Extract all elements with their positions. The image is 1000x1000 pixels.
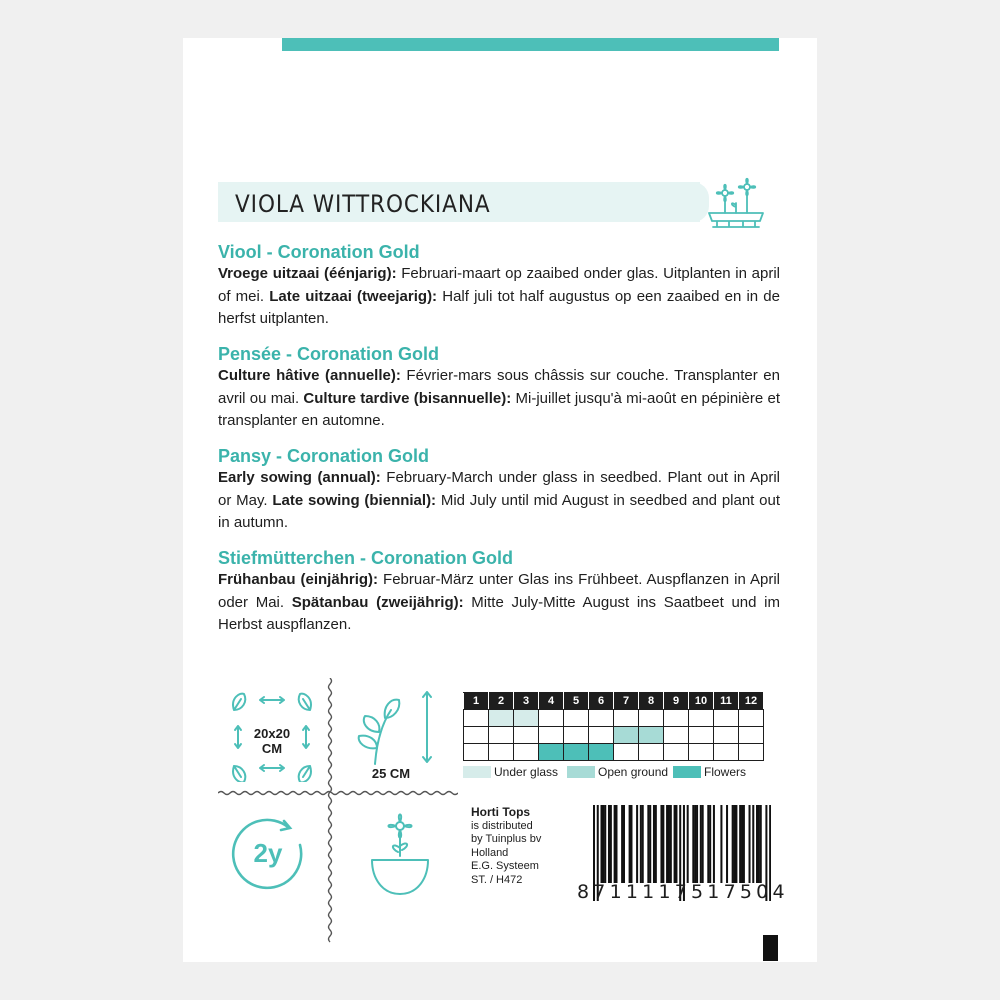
calendar-cell <box>614 727 639 744</box>
calendar-cell <box>639 710 664 727</box>
barcode-bar <box>720 805 722 883</box>
legend-label: Under glass <box>494 765 559 779</box>
section-body <box>218 263 780 331</box>
species-title: VIOLA WITTROCKIANA <box>235 190 491 218</box>
body-text: Mi-juillet jusqu'à mi-août en pépinière et transplanter en automne. <box>218 389 780 429</box>
barcode-bar <box>756 805 758 883</box>
bold-term: Spätanbau (zweijährig): <box>291 593 464 611</box>
month-2: 2 <box>489 693 514 710</box>
barcode-bar <box>760 805 762 883</box>
legend-under-glass <box>463 765 558 779</box>
section-body <box>218 467 780 535</box>
calendar-cell <box>739 710 764 727</box>
month-6: 6 <box>589 693 614 710</box>
calendar-cell <box>589 727 614 744</box>
barcode-bar <box>735 805 737 883</box>
calendar-cell <box>464 744 489 761</box>
distributor-line: is distributed <box>471 819 533 832</box>
distributor-line: Holland <box>471 846 509 859</box>
barcode-bar <box>670 805 672 883</box>
calendar-cell <box>539 727 564 744</box>
cycle-label: 2y <box>253 838 283 868</box>
calendar-cell <box>639 727 664 744</box>
legend-swatch <box>673 766 701 778</box>
month-12: 12 <box>739 693 764 710</box>
calendar-cell <box>639 744 664 761</box>
barcode-bar <box>668 805 670 883</box>
month-8: 8 <box>639 693 664 710</box>
calendar-cell <box>664 710 689 727</box>
calendar-cell <box>489 744 514 761</box>
barcode-bar <box>687 805 689 883</box>
barcode-number: 8711117517504 <box>577 881 789 903</box>
body-text: Mid July until mid August in seedbed and plant out in autumn. <box>218 491 780 531</box>
section-heading: Stiefmütterchen - Coronation Gold <box>218 548 513 568</box>
body-text: Mitte July-Mitte August ins Saatbeet und im Herbst auspflanzen. <box>218 593 781 633</box>
divider-vertical <box>325 678 335 944</box>
barcode-bar <box>610 805 612 883</box>
barcode-bar <box>741 805 743 883</box>
month-4: 4 <box>539 693 564 710</box>
calendar-cell <box>739 727 764 744</box>
barcode-bar <box>696 805 698 883</box>
calendar-cell <box>514 727 539 744</box>
section-heading: Viool - Coronation Gold <box>218 242 420 262</box>
calendar-cell <box>539 710 564 727</box>
calendar-cell <box>589 744 614 761</box>
calendar-cell <box>464 710 489 727</box>
calendar-cell <box>489 710 514 727</box>
distributor-info <box>471 806 541 887</box>
calendar-cell <box>564 744 589 761</box>
section-german <box>218 547 780 637</box>
barcode-bar <box>709 805 711 883</box>
barcode-bar <box>630 805 632 883</box>
barcode-bar <box>600 805 602 883</box>
body-text: Februar-März unter Glas ins Frühbeet. Auspflanzen in April oder Mai. <box>218 571 780 611</box>
calendar-cell <box>564 727 589 744</box>
height-label: 25 CM <box>371 766 411 781</box>
section-body <box>218 365 780 433</box>
month-7: 7 <box>614 693 639 710</box>
legend-open-ground <box>567 765 668 779</box>
seedling-tray-icon <box>703 171 769 231</box>
barcode-bar <box>734 805 736 883</box>
barcode-bar <box>642 805 644 883</box>
potted-flower-icon <box>366 806 434 898</box>
month-5: 5 <box>564 693 589 710</box>
body-text: Februari-maart op zaaibed onder glas. Uitplanten in april of mei. <box>218 265 780 305</box>
bold-term: Culture tardive (bisannuelle): <box>303 389 512 407</box>
month-11: 11 <box>714 693 739 710</box>
barcode-bar <box>640 805 642 883</box>
divider-horizontal <box>218 788 458 798</box>
calendar-cell <box>464 727 489 744</box>
bold-term: Frühanbau (einjährig): <box>218 571 379 588</box>
body-text: Half juli tot half augustus op een zaaibed en in de herfst uitplanten. <box>218 287 780 327</box>
legend-flowers <box>673 765 746 779</box>
barcode-bar <box>636 805 638 883</box>
barcode-bar <box>615 805 617 883</box>
section-english <box>218 445 780 535</box>
barcode-bar <box>675 805 677 883</box>
month-1: 1 <box>464 693 489 710</box>
barcode-bar <box>743 805 745 883</box>
barcode-bar <box>655 805 657 883</box>
calendar-cell <box>614 744 639 761</box>
calendar-cell <box>514 744 539 761</box>
spacing-unit: CM <box>261 741 283 756</box>
barcode-bar <box>649 805 651 883</box>
barcode-bar <box>608 805 610 883</box>
calendar-cell <box>714 710 739 727</box>
barcode-bar <box>662 805 664 883</box>
calendar-cell <box>689 744 714 761</box>
barcode-bar <box>666 805 668 883</box>
barcode-bar <box>621 805 623 883</box>
body-text: Février-mars sous châssis sur couche. Transplanter en avril ou mai. <box>218 367 780 407</box>
calendar-cell <box>739 744 764 761</box>
barcode-bar <box>629 805 631 883</box>
distributor-line: ST. / H472 <box>471 873 523 886</box>
bold-term: Early sowing (annual): <box>218 469 381 486</box>
barcode-bar <box>614 805 616 883</box>
calendar-cell <box>589 710 614 727</box>
barcode-bar <box>602 805 604 883</box>
month-3: 3 <box>514 693 539 710</box>
barcode-bar <box>732 805 734 883</box>
calendar-row-under-glass <box>464 710 764 727</box>
plant-height-icon <box>355 688 445 768</box>
barcode-bar <box>702 805 704 883</box>
barcode-bar <box>647 805 649 883</box>
calendar-cell <box>714 727 739 744</box>
section-french <box>218 343 780 433</box>
calendar-cell <box>514 710 539 727</box>
calendar-cell <box>564 710 589 727</box>
barcode-bar <box>749 805 751 883</box>
distributor-line: E.G. Systeem <box>471 860 539 872</box>
section-heading: Pansy - Coronation Gold <box>218 446 430 466</box>
barcode-bar <box>726 805 728 883</box>
black-tag-mark <box>763 935 778 961</box>
legend-label: Open ground <box>598 765 669 779</box>
bold-term: Late sowing (biennial): <box>272 491 437 509</box>
barcode-bar <box>623 805 625 883</box>
top-accent-bar <box>282 38 779 51</box>
calendar-cell <box>614 710 639 727</box>
barcode-bar <box>707 805 709 883</box>
section-dutch <box>218 241 780 331</box>
seed-packet-back <box>183 38 817 962</box>
legend-swatch <box>463 766 491 778</box>
calendar-cell <box>489 727 514 744</box>
spacing-value: 20x20 <box>253 726 291 741</box>
month-9: 9 <box>664 693 689 710</box>
section-body <box>218 569 780 637</box>
calendar-cell <box>664 744 689 761</box>
barcode-bar <box>674 805 676 883</box>
barcode-bar <box>758 805 760 883</box>
section-heading: Pensée - Coronation Gold <box>218 344 440 364</box>
calendar-cell <box>689 727 714 744</box>
calendar-months-row <box>464 693 764 710</box>
calendar-row-flowers <box>464 744 764 761</box>
calendar-row-open-ground <box>464 727 764 744</box>
barcode-bar <box>700 805 702 883</box>
bold-term: Late uitzaai (tweejarig): <box>269 287 438 305</box>
bold-term: Culture hâtive (annuelle): <box>218 367 401 384</box>
barcode-bar <box>694 805 696 883</box>
barcode-bar <box>739 805 741 883</box>
barcode-bar <box>653 805 655 883</box>
barcode-bar <box>692 805 694 883</box>
brand-name: Horti Tops <box>471 805 531 819</box>
barcode-bar <box>752 805 754 883</box>
spacing-label <box>245 726 299 756</box>
calendar-cell <box>689 710 714 727</box>
month-10: 10 <box>689 693 714 710</box>
barcode-bar <box>660 805 662 883</box>
bold-term: Vroege uitzaai (éénjarig): <box>218 265 397 282</box>
legend-swatch <box>567 766 595 778</box>
calendar-cell <box>539 744 564 761</box>
body-text: February-March under glass in seedbed. Plant out in April or May. <box>218 469 780 509</box>
barcode-bar <box>604 805 606 883</box>
legend-label: Flowers <box>704 765 747 779</box>
calendar-cell <box>714 744 739 761</box>
sowing-calendar <box>463 692 764 761</box>
calendar-cell <box>664 727 689 744</box>
distributor-line: by Tuinplus bv <box>471 833 542 845</box>
barcode-bar <box>713 805 715 883</box>
